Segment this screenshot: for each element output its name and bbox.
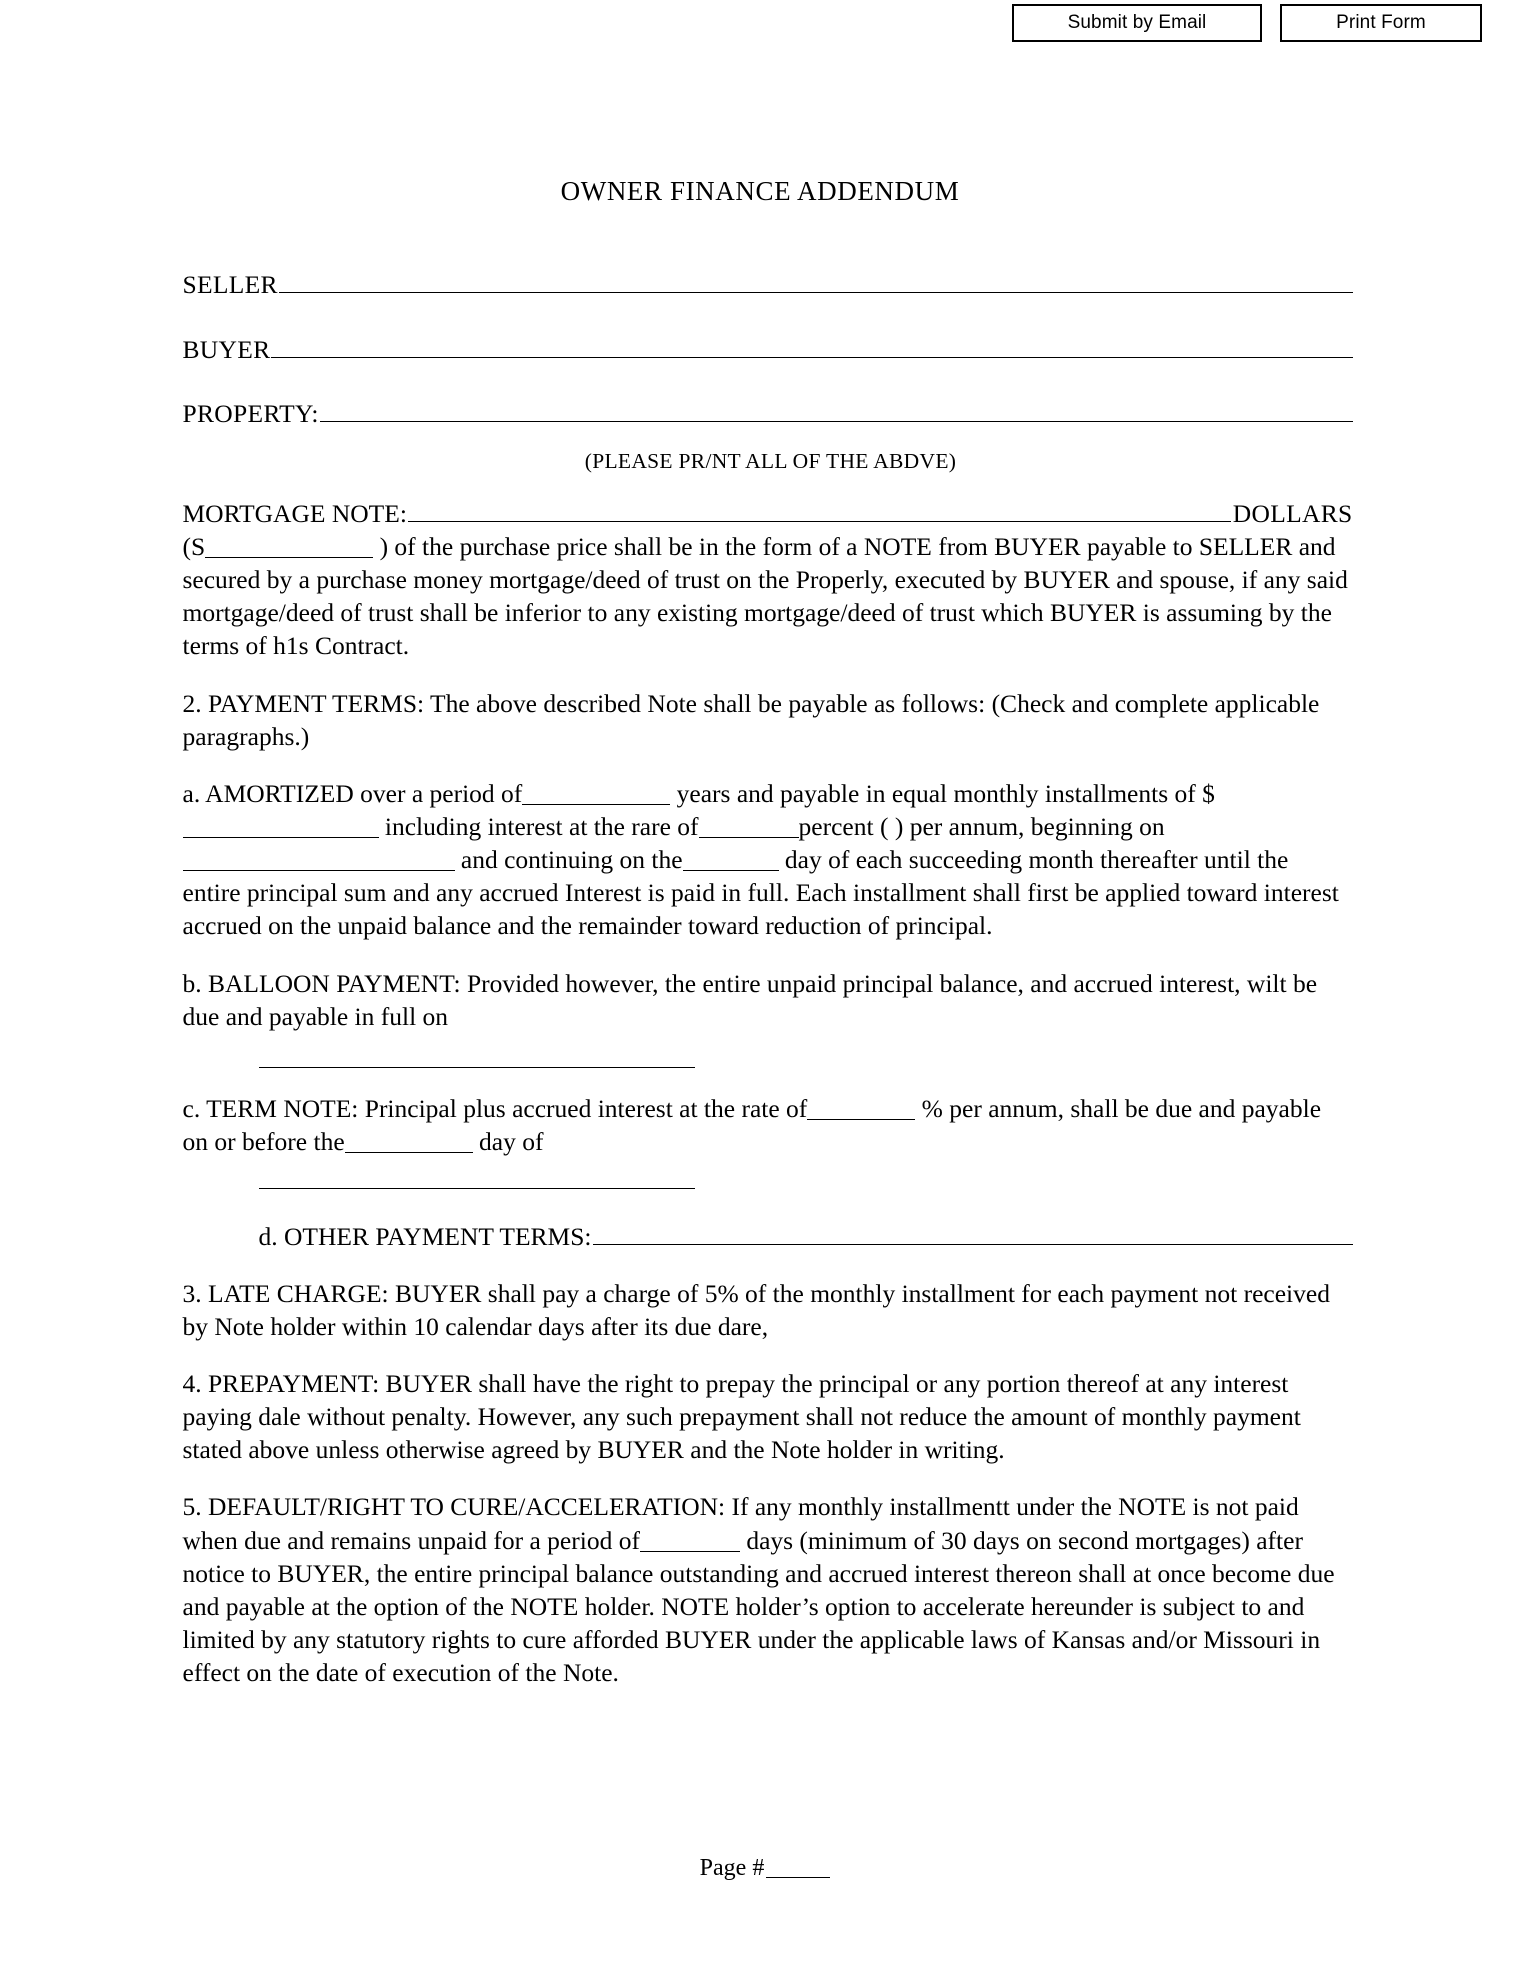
- page-number-line[interactable]: [766, 1877, 830, 1878]
- term-note-month-line[interactable]: [259, 1188, 695, 1189]
- beginning-date-line[interactable]: [183, 870, 455, 871]
- seller-input-line[interactable]: [279, 263, 1353, 293]
- page-footer: [0, 1855, 1530, 1882]
- page-title: OWNER FINANCE ADDENDUM: [560, 176, 960, 206]
- other-payment-terms-line[interactable]: [593, 1215, 1353, 1245]
- section-2a-text-6: and continuing on the: [460, 845, 683, 875]
- please-print-note: (PLEASE PR/NT ALL OF THE ABDVE): [584, 449, 957, 474]
- dollars-label: DOLLARS: [1232, 498, 1353, 528]
- installment-amount-line[interactable]: [183, 837, 379, 838]
- buyer-label: BUYER: [182, 334, 271, 364]
- property-input-line[interactable]: [320, 392, 1353, 422]
- default-days-line[interactable]: [640, 1551, 740, 1552]
- section-2a-text-2: years and payable in equal monthly installments of $: [676, 778, 1215, 808]
- section-2a: [183, 777, 1353, 943]
- seller-label: SELLER: [182, 270, 278, 300]
- section-5: [183, 1490, 1353, 1689]
- submit-by-email-button[interactable]: Submit by Email: [1012, 4, 1262, 42]
- other-payment-terms-label: d. OTHER PAYMENT TERMS:: [258, 1221, 592, 1251]
- section-2c-text-2: % per annum, shall be due and payable on or before the: [182, 1093, 1322, 1156]
- paragraph-1: [183, 530, 1353, 663]
- section-2a-text-4: percent (: [798, 811, 889, 841]
- section-2a-text-1: a. AMORTIZED over a period of: [182, 778, 523, 808]
- balloon-due-date-line[interactable]: [259, 1067, 695, 1068]
- paragraph-1-text: ) of the purchase price shall be in the form of a NOTE from BUYER payable to SELLER and secured by a purchase money mortgage/deed of trust on the Properly, executed by BUYER and spouse, if any said mortgage/deed of trust shall be inferior to any existing mortgage/deed of trust which BUYER is assuming by the terms of h1s Contract.: [182, 531, 1348, 661]
- section-2a-text-3: including interest at the rare of: [384, 811, 699, 841]
- purchase-price-amount-line[interactable]: [205, 557, 373, 558]
- section-2a-text-5: ) per annum, beginning on: [894, 811, 1165, 841]
- form-content: [178, 263, 1353, 1689]
- section-3: 3. LATE CHARGE: BUYER shall pay a charge of 5% of the monthly installment for each payment not received by Note holder within 10 calendar days after its due dare,: [182, 1278, 1330, 1341]
- section-2c: [183, 1092, 1353, 1158]
- section-2b: [183, 967, 1353, 1033]
- mortgage-note-input-line[interactable]: [408, 492, 1231, 522]
- section-2b-text: b. BALLOON PAYMENT: Provided however, the entire unpaid principal balance, and accrued interest, wilt be due and payable in full on: [182, 968, 1318, 1031]
- dollar-open-paren: (S: [182, 531, 206, 561]
- seller-field-row: [183, 263, 1353, 301]
- amortized-years-line[interactable]: [522, 804, 670, 805]
- term-note-rate-line[interactable]: [807, 1119, 915, 1120]
- section-2a-text-7: day of each succeeding month thereafter until the entire principal sum and any accrued Interest is paid in full. Each installment shall first be applied toward interest accrued on the unpaid balance and the remainder toward reduction of principal.: [182, 845, 1339, 941]
- print-form-button[interactable]: Print Form: [1280, 4, 1482, 42]
- property-field-row: [183, 392, 1353, 430]
- section-5-text-1: 5. DEFAULT/RIGHT TO CURE/ACCELERATION: If any monthly installmentt under the NOTE is not paid when due and remains unpaid for a period of: [182, 1492, 1299, 1555]
- section-4: 4. PREPAYMENT: BUYER shall have the right to prepay the principal or any portion thereof at any interest paying dale without penalty. However, any such prepayment shall not reduce the amount of monthly payment stated above unless otherwise agreed by BUYER and the Note holder in writing.: [182, 1369, 1301, 1465]
- section-2d: [259, 1215, 1353, 1253]
- interest-rate-line[interactable]: [699, 837, 799, 838]
- section-2-intro: 2. PAYMENT TERMS: The above described Note shall be payable as follows: (Check and complete applicable paragraphs.): [182, 688, 1320, 751]
- page-number-label: Page #: [699, 1855, 765, 1881]
- continuing-day-line[interactable]: [683, 870, 779, 871]
- buyer-input-line[interactable]: [271, 327, 1352, 357]
- section-2c-text-3: day of: [479, 1126, 544, 1156]
- term-note-day-line[interactable]: [345, 1152, 473, 1153]
- section-5-text-2: days (minimum of 30 days on second mortgages) after notice to BUYER, the entire principal balance outstanding and accrued interest thereon shall at once become due and payable at the option of the NOTE holder. NOTE holder’s option to accelerate hereunder is subject to and limited by any statutory rights to cure afforded BUYER under the applicable laws of Kansas and/or Missouri in effect on the date of execution of the Note.: [182, 1525, 1335, 1688]
- mortgage-note-label: MORTGAGE NOTE:: [182, 498, 407, 528]
- section-2c-text-1: c. TERM NOTE: Principal plus accrued interest at the rate of: [182, 1093, 808, 1123]
- mortgage-note-field-row: [183, 492, 1353, 530]
- property-label: PROPERTY:: [182, 399, 319, 429]
- buyer-field-row: [183, 327, 1353, 365]
